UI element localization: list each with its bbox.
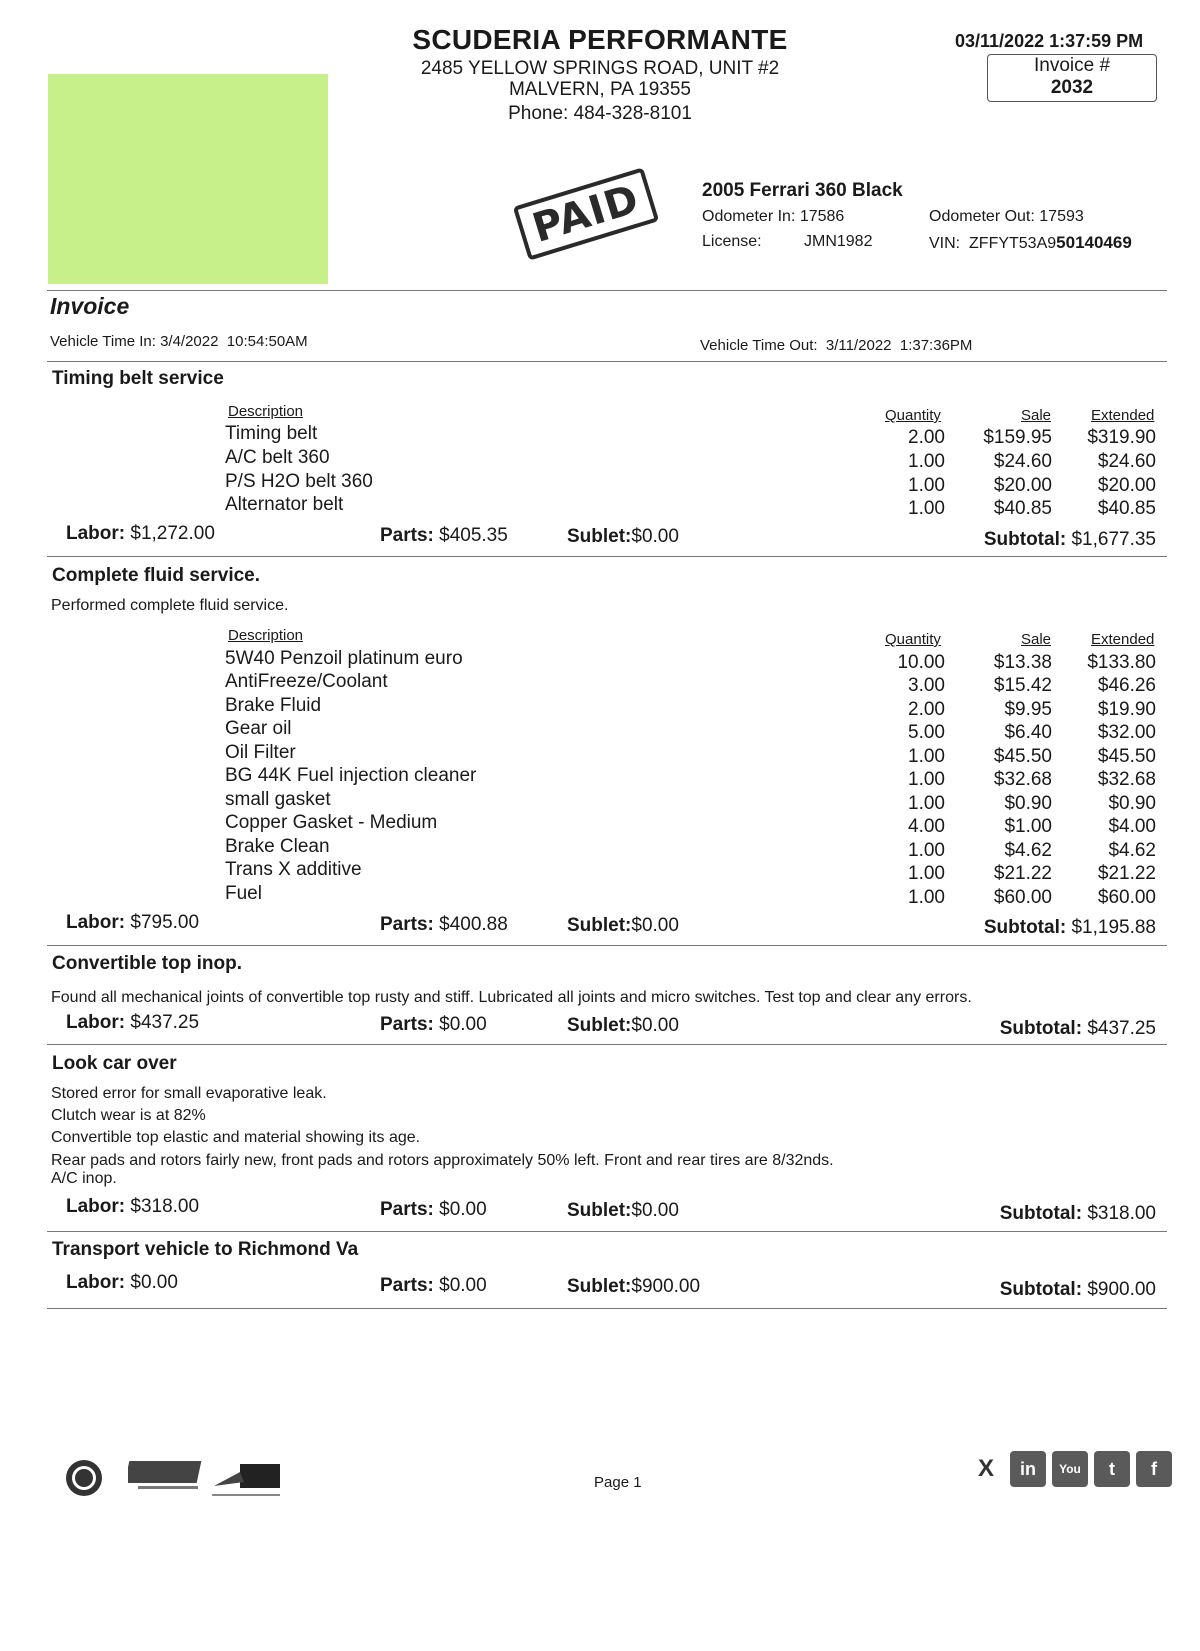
vin-prefix: ZFFYT53A9: [969, 235, 1057, 252]
parts-label: Parts:: [380, 1275, 434, 1296]
line-item-extended: $19.90: [1097, 699, 1156, 720]
twitter-icon[interactable]: t: [1094, 1451, 1130, 1487]
divider: [47, 945, 1167, 946]
subtotal-label: Subtotal:: [983, 917, 1067, 938]
odometer-in: [702, 208, 844, 226]
parts-value: $0.00: [439, 1275, 487, 1296]
labor-value: $795.00: [130, 912, 200, 933]
col-sale: Sale: [1021, 407, 1052, 424]
labor-value: $318.00: [130, 1196, 200, 1217]
line-item-description: Copper Gasket - Medium: [225, 812, 438, 833]
section-title: Timing belt service: [52, 368, 224, 389]
sticky-note-redaction: [48, 74, 328, 284]
tool-logo-icon: [210, 1460, 282, 1500]
sublet-total: [567, 915, 679, 937]
company-address-line2: MALVERN, PA 19355: [508, 79, 691, 100]
subtotal-label: Subtotal:: [999, 1203, 1083, 1224]
vehicle-time-in: [50, 333, 308, 350]
parts-value: $405.35: [439, 525, 508, 546]
line-item-description: Fuel: [225, 883, 262, 904]
line-item-extended: $133.80: [1087, 652, 1156, 673]
sublet-total: [567, 1276, 700, 1298]
line-item-quantity: 1.00: [908, 840, 945, 861]
vehicle-title: 2005 Ferrari 360 Black: [702, 180, 903, 201]
line-item-description: Brake Clean: [225, 836, 330, 857]
odometer-out-value: 17593: [1039, 208, 1084, 225]
parts-total: [380, 1014, 487, 1036]
sublet-label: Sublet:: [567, 1276, 632, 1297]
line-item-quantity: 1.00: [908, 475, 945, 496]
company-phone: Phone: 484-328-8101: [508, 103, 692, 124]
time-in-label: Vehicle Time In:: [50, 333, 156, 350]
subtotal-value: $1,677.35: [1071, 529, 1156, 550]
col-sale: Sale: [1021, 631, 1052, 648]
sublet-total: [567, 1200, 679, 1222]
youtube-icon[interactable]: You: [1052, 1451, 1088, 1487]
line-item-description: Alternator belt: [225, 494, 344, 515]
sublet-label: Sublet:: [567, 915, 632, 936]
labor-total: [66, 1012, 199, 1034]
line-item-sale: $159.95: [983, 427, 1052, 448]
line-item-sale: $4.62: [1004, 840, 1052, 861]
subtotal-label: Subtotal:: [983, 529, 1067, 550]
parts-label: Parts:: [380, 914, 434, 935]
labor-label: Labor:: [66, 1272, 126, 1293]
line-item-sale: $45.50: [993, 746, 1052, 767]
line-item-sale: $1.00: [1004, 816, 1052, 837]
labor-total: [66, 1272, 178, 1294]
line-item-extended: $0.90: [1108, 793, 1156, 814]
line-item-description: Oil Filter: [225, 742, 296, 763]
vin-label: VIN:: [929, 235, 961, 252]
section-title: Complete fluid service.: [52, 565, 261, 586]
line-item-sale: $60.00: [993, 887, 1052, 908]
line-item-quantity: 1.00: [908, 887, 945, 908]
line-item-quantity: 2.00: [908, 427, 945, 448]
time-out-label: Vehicle Time Out:: [700, 337, 818, 354]
invoice-title: Invoice: [50, 293, 130, 319]
line-item-extended: $319.90: [1087, 427, 1156, 448]
parts-value: $0.00: [439, 1199, 487, 1220]
vin: [929, 233, 1132, 253]
line-item-sale: $13.38: [993, 652, 1052, 673]
section-note: Rear pads and rotors fairly new, front pads and rotors approximately 50% left. Front and rear tires are 8/32nds.: [51, 1152, 834, 1169]
col-extended: Extended: [1091, 631, 1155, 648]
parts-total: [380, 525, 508, 547]
labor-value: $0.00: [130, 1272, 178, 1293]
section-note: A/C inop.: [51, 1170, 117, 1187]
line-item-extended: $45.50: [1097, 746, 1156, 767]
license-value: JMN1982: [804, 233, 873, 250]
col-quantity: Quantity: [885, 407, 941, 424]
line-item-sale: $15.42: [993, 675, 1052, 696]
line-item-quantity: 1.00: [908, 746, 945, 767]
line-item-sale: $21.22: [993, 863, 1052, 884]
subtotal: [1000, 1279, 1156, 1301]
line-item-quantity: 10.00: [897, 652, 945, 673]
labor-label: Labor:: [66, 1196, 126, 1217]
line-item-extended: $40.85: [1097, 498, 1156, 519]
time-in-value: 3/4/2022 10:54:50AM: [160, 333, 308, 350]
line-item-extended: $20.00: [1097, 475, 1156, 496]
sublet-value: $0.00: [631, 526, 679, 547]
sublet-value: $0.00: [631, 915, 679, 936]
subtotal-value: $437.25: [1087, 1018, 1156, 1039]
linkedin-icon[interactable]: in: [1010, 1451, 1046, 1487]
sublet-total: [567, 526, 679, 548]
labor-value: $1,272.00: [130, 523, 215, 544]
vin-suffix: 50140469: [1056, 233, 1132, 252]
line-item-description: Brake Fluid: [225, 695, 322, 716]
labor-label: Labor:: [66, 523, 126, 544]
odometer-out: [929, 208, 1084, 226]
subtotal-label: Subtotal:: [999, 1018, 1083, 1039]
sublet-label: Sublet:: [567, 526, 632, 547]
sublet-label: Sublet:: [567, 1015, 632, 1036]
sublet-value: $0.00: [631, 1200, 679, 1221]
invoice-number-label: Invoice #: [1033, 55, 1111, 76]
parts-value: $400.88: [439, 914, 508, 935]
line-item-sale: $6.40: [1004, 722, 1052, 743]
license-label: License:: [702, 233, 762, 250]
parts-total: [380, 1199, 487, 1221]
line-item-sale: $20.00: [993, 475, 1052, 496]
line-item-sale: $24.60: [993, 451, 1052, 472]
line-item-description: A/C belt 360: [225, 447, 330, 468]
divider: [47, 361, 1167, 362]
line-item-description: AntiFreeze/Coolant: [225, 671, 388, 692]
section-title: Look car over: [52, 1053, 177, 1074]
section-note: Clutch wear is at 82%: [51, 1107, 206, 1124]
labor-total: [66, 912, 199, 934]
parts-total: [380, 914, 508, 936]
line-item-quantity: 5.00: [908, 722, 945, 743]
parts-value: $0.00: [439, 1014, 487, 1035]
line-item-quantity: 1.00: [908, 498, 945, 519]
line-item-extended: $4.62: [1108, 840, 1156, 861]
line-item-quantity: 3.00: [908, 675, 945, 696]
line-item-description: Timing belt: [225, 423, 318, 444]
divider: [47, 1044, 1167, 1045]
line-item-sale: $9.95: [1004, 699, 1052, 720]
line-item-description: 5W40 Penzoil platinum euro: [225, 648, 463, 669]
divider: [47, 1308, 1167, 1309]
subtotal: [984, 917, 1156, 939]
section-title: Transport vehicle to Richmond Va: [52, 1239, 359, 1260]
line-item-description: Gear oil: [225, 718, 292, 739]
labor-total: [66, 1196, 199, 1218]
line-item-quantity: 4.00: [908, 816, 945, 837]
time-out-value: 3/11/2022 1:37:36PM: [825, 337, 973, 354]
line-item-extended: $32.00: [1097, 722, 1156, 743]
line-item-quantity: 1.00: [908, 769, 945, 790]
sublet-value: $900.00: [631, 1276, 701, 1297]
section-note: Convertible top elastic and material showing its age.: [51, 1129, 421, 1146]
col-description: Description: [228, 627, 304, 644]
line-item-extended: $4.00: [1108, 816, 1156, 837]
labor-label: Labor:: [66, 1012, 126, 1033]
col-extended: Extended: [1091, 407, 1155, 424]
col-description: Description: [228, 403, 304, 420]
page-number: Page 1: [594, 1474, 642, 1491]
sublet-value: $0.00: [631, 1015, 679, 1036]
mitchell1-logo-icon: [128, 1458, 204, 1494]
labor-total: [66, 523, 215, 545]
odometer-in-label: Odometer In:: [702, 208, 796, 225]
section-title: Convertible top inop.: [52, 953, 242, 974]
line-item-extended: $24.60: [1097, 451, 1156, 472]
company-address-line1: 2485 YELLOW SPRINGS ROAD, UNIT #2: [420, 58, 780, 79]
line-item-sale: $40.85: [993, 498, 1052, 519]
parts-label: Parts:: [380, 1199, 434, 1220]
sublet-total: [567, 1015, 679, 1037]
line-item-quantity: 2.00: [908, 699, 945, 720]
line-item-description: BG 44K Fuel injection cleaner: [225, 765, 477, 786]
line-item-extended: $21.22: [1097, 863, 1156, 884]
subtotal-value: $318.00: [1087, 1203, 1156, 1224]
section-note: Stored error for small evaporative leak.: [51, 1085, 327, 1102]
line-item-description: small gasket: [225, 789, 331, 810]
line-item-quantity: 1.00: [908, 793, 945, 814]
paid-stamp: PAID: [513, 167, 659, 260]
vehicle-time-out: [700, 337, 972, 354]
facebook-icon[interactable]: f: [1136, 1451, 1172, 1487]
divider: [47, 556, 1167, 557]
odometer-in-value: 17586: [799, 208, 845, 225]
col-quantity: Quantity: [885, 631, 941, 648]
labor-value: $437.25: [130, 1012, 200, 1033]
parts-total: [380, 1275, 487, 1297]
line-item-extended: $60.00: [1097, 887, 1156, 908]
x-icon[interactable]: X: [977, 1455, 994, 1482]
line-item-sale: $0.90: [1004, 793, 1052, 814]
invoice-number: 2032: [1050, 77, 1094, 98]
company-name: SCUDERIA PERFORMANTE: [412, 24, 788, 55]
line-item-quantity: 1.00: [908, 451, 945, 472]
subtotal: [1000, 1203, 1156, 1225]
line-item-quantity: 1.00: [908, 863, 945, 884]
subtotal-value: $1,195.88: [1071, 917, 1156, 938]
section-note: Performed complete fluid service.: [51, 597, 289, 614]
line-item-extended: $46.26: [1097, 675, 1156, 696]
ase-logo-icon: [64, 1458, 104, 1498]
line-item-description: P/S H2O belt 360: [225, 471, 373, 492]
subtotal-label: Subtotal:: [999, 1279, 1083, 1300]
invoice-number-box: [987, 54, 1157, 102]
divider: [47, 290, 1167, 291]
line-item-extended: $32.68: [1097, 769, 1156, 790]
section-note: Found all mechanical joints of convertible top rusty and stiff. Lubricated all joints and micro switches. Test top and clear any errors.: [51, 989, 972, 1006]
parts-label: Parts:: [380, 525, 434, 546]
subtotal: [1000, 1018, 1156, 1040]
subtotal: [984, 529, 1156, 551]
labor-label: Labor:: [66, 912, 126, 933]
invoice-datetime: 03/11/2022 1:37:59 PM: [955, 31, 1144, 51]
line-item-description: Trans X additive: [225, 859, 362, 880]
subtotal-value: $900.00: [1087, 1279, 1156, 1300]
divider: [47, 1231, 1167, 1232]
sublet-label: Sublet:: [567, 1200, 632, 1221]
line-item-sale: $32.68: [993, 769, 1052, 790]
parts-label: Parts:: [380, 1014, 434, 1035]
odometer-out-label: Odometer Out:: [929, 208, 1035, 225]
